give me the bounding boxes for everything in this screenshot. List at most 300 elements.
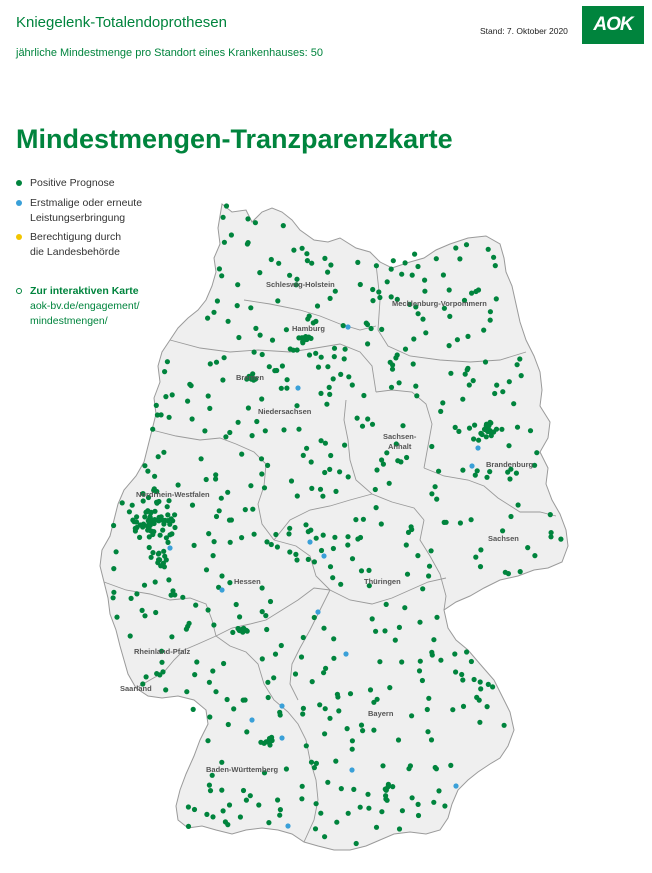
hospital-dot bbox=[241, 698, 246, 703]
hospital-dot bbox=[307, 539, 312, 544]
hospital-dot bbox=[246, 240, 251, 245]
hospital-dot bbox=[457, 256, 462, 261]
hospital-dot bbox=[267, 742, 272, 747]
hospital-dot bbox=[252, 532, 257, 537]
hospital-dot bbox=[337, 469, 342, 474]
hospital-dot bbox=[165, 512, 170, 517]
hospital-dot bbox=[240, 630, 245, 635]
hospital-dot bbox=[388, 360, 393, 365]
hospital-dot bbox=[301, 635, 306, 640]
hospital-dot bbox=[269, 735, 274, 740]
hospital-dot bbox=[191, 707, 196, 712]
hospital-dot bbox=[460, 397, 465, 402]
hospital-dot bbox=[147, 534, 152, 539]
hospital-dot bbox=[412, 252, 417, 257]
hospital-dot bbox=[447, 343, 452, 348]
hospital-dot bbox=[220, 377, 225, 382]
hospital-dot bbox=[279, 735, 284, 740]
hospital-dot bbox=[205, 738, 210, 743]
hospital-dot bbox=[322, 256, 327, 261]
hospital-dot bbox=[152, 474, 157, 479]
hospital-dot bbox=[287, 273, 292, 278]
hospital-dot bbox=[434, 766, 439, 771]
hospital-dot bbox=[361, 517, 366, 522]
hospital-dot bbox=[346, 474, 351, 479]
hospital-dot bbox=[373, 487, 378, 492]
hospital-dot bbox=[287, 526, 292, 531]
hospital-dot bbox=[176, 482, 181, 487]
hospital-dot bbox=[312, 615, 317, 620]
hospital-dot bbox=[279, 386, 284, 391]
hospital-dot bbox=[244, 798, 249, 803]
hospital-dot bbox=[399, 659, 404, 664]
hospital-dot bbox=[315, 303, 320, 308]
hospital-dot bbox=[427, 564, 432, 569]
label-nordrhein-westfalen: Nordrhein-Westfalen bbox=[136, 490, 210, 499]
hospital-dot bbox=[277, 813, 282, 818]
hospital-dot bbox=[440, 400, 445, 405]
hospital-dot bbox=[159, 412, 164, 417]
hospital-dot bbox=[225, 490, 230, 495]
hospital-dot bbox=[114, 615, 119, 620]
hospital-dot bbox=[383, 793, 388, 798]
hospital-dot bbox=[376, 289, 381, 294]
hospital-dot bbox=[248, 483, 253, 488]
hospital-dot bbox=[456, 429, 461, 434]
hospital-dot bbox=[420, 317, 425, 322]
hospital-dot bbox=[416, 813, 421, 818]
hospital-dot bbox=[426, 696, 431, 701]
hospital-dot bbox=[335, 694, 340, 699]
hospital-dot bbox=[150, 550, 155, 555]
hospital-dot bbox=[322, 470, 327, 475]
legend-label: Erstmalige oder erneute bbox=[30, 197, 143, 209]
hospital-dot bbox=[184, 689, 189, 694]
hospital-dot bbox=[134, 591, 139, 596]
hospital-dot bbox=[400, 808, 405, 813]
hospital-dot bbox=[473, 473, 478, 478]
hospital-dot bbox=[387, 685, 392, 690]
hospital-dot bbox=[488, 420, 493, 425]
hospital-dot bbox=[471, 378, 476, 383]
hospital-dot bbox=[227, 430, 232, 435]
hospital-dot bbox=[459, 672, 464, 677]
hospital-dot bbox=[414, 393, 419, 398]
hospital-dot bbox=[248, 305, 253, 310]
hospital-dot bbox=[236, 420, 241, 425]
hospital-dot bbox=[465, 334, 470, 339]
hospital-dot bbox=[319, 548, 324, 553]
hospital-dot bbox=[458, 520, 463, 525]
hospital-dot bbox=[490, 684, 495, 689]
hospital-dot bbox=[172, 525, 177, 530]
hospital-dot bbox=[224, 203, 229, 208]
hospital-dot bbox=[327, 716, 332, 721]
hospital-dot bbox=[360, 728, 365, 733]
hospital-dot bbox=[231, 706, 236, 711]
hospital-dot bbox=[492, 391, 497, 396]
hospital-dot bbox=[406, 766, 411, 771]
hospital-dot bbox=[361, 393, 366, 398]
hospital-dot bbox=[368, 687, 373, 692]
hospital-dot bbox=[252, 350, 257, 355]
hospital-dot bbox=[156, 551, 161, 556]
hospital-dot bbox=[441, 272, 446, 277]
label-bayern: Bayern bbox=[368, 709, 394, 718]
hospital-dot bbox=[226, 722, 231, 727]
hospital-dot bbox=[225, 822, 230, 827]
hospital-dot bbox=[429, 737, 434, 742]
hospital-dot bbox=[266, 820, 271, 825]
hospital-dot bbox=[314, 801, 319, 806]
hospital-dot bbox=[346, 811, 351, 816]
link-title[interactable]: Zur interaktiven Karte bbox=[30, 285, 139, 297]
hospital-dot bbox=[477, 720, 482, 725]
hospital-dot bbox=[270, 338, 275, 343]
hospital-dot bbox=[234, 602, 239, 607]
hospital-dot bbox=[321, 626, 326, 631]
hospital-dot bbox=[194, 659, 199, 664]
hospital-dot bbox=[111, 590, 116, 595]
hospital-dot bbox=[325, 270, 330, 275]
hospital-dot bbox=[467, 382, 472, 387]
hospital-dot bbox=[506, 571, 511, 576]
hospital-dot bbox=[162, 369, 167, 374]
link-url-line1[interactable]: aok-bv.de/engagement/ bbox=[30, 300, 140, 312]
hospital-dot bbox=[148, 516, 153, 521]
hospital-dot bbox=[249, 717, 254, 722]
hospital-dot bbox=[488, 318, 493, 323]
hospital-dot bbox=[350, 747, 355, 752]
hospital-dot bbox=[464, 242, 469, 247]
hospital-dot bbox=[245, 216, 250, 221]
hospital-dot bbox=[380, 763, 385, 768]
hospital-dot bbox=[120, 500, 125, 505]
hospital-dot bbox=[254, 419, 259, 424]
hospital-dot bbox=[434, 497, 439, 502]
hospital-dot bbox=[507, 476, 512, 481]
hospital-dot bbox=[142, 463, 147, 468]
hospital-dot bbox=[217, 266, 222, 271]
page-title: Kniegelenk-Totalendoprothesen bbox=[16, 14, 227, 31]
hospital-dot bbox=[285, 823, 290, 828]
hospital-dot bbox=[453, 669, 458, 674]
aok-logo: AOK bbox=[582, 6, 644, 44]
hospital-dot bbox=[442, 803, 447, 808]
hospital-dot bbox=[469, 659, 474, 664]
hospital-dot bbox=[330, 575, 335, 580]
hospital-dot bbox=[309, 459, 314, 464]
hospital-dot bbox=[163, 687, 168, 692]
hospital-dot bbox=[253, 220, 258, 225]
hospital-dot bbox=[248, 793, 253, 798]
hospital-dot bbox=[515, 425, 520, 430]
hospital-dot bbox=[488, 309, 493, 314]
hospital-dot bbox=[447, 287, 452, 292]
hospital-dot bbox=[359, 723, 364, 728]
hospital-dot bbox=[525, 545, 530, 550]
hospital-dot bbox=[463, 372, 468, 377]
hospital-dot bbox=[341, 323, 346, 328]
hospital-dot bbox=[211, 310, 216, 315]
hospital-dot bbox=[313, 826, 318, 831]
hospital-dot bbox=[167, 415, 172, 420]
hospital-dot bbox=[400, 423, 405, 428]
hospital-dot bbox=[333, 289, 338, 294]
hospital-dot bbox=[500, 528, 505, 533]
hospital-dot bbox=[258, 333, 263, 338]
hospital-dot bbox=[167, 532, 172, 537]
hospital-dot bbox=[303, 522, 308, 527]
hospital-dot bbox=[269, 257, 274, 262]
hospital-dot bbox=[304, 743, 309, 748]
hospital-dot bbox=[334, 820, 339, 825]
hospital-dot bbox=[390, 367, 395, 372]
hospital-dot bbox=[206, 607, 211, 612]
hospital-dot bbox=[180, 595, 185, 600]
hospital-dot bbox=[416, 311, 421, 316]
hospital-dot bbox=[516, 502, 521, 507]
hospital-dot bbox=[478, 547, 483, 552]
hospital-dot bbox=[398, 459, 403, 464]
hospital-dot bbox=[354, 841, 359, 846]
hospital-dot bbox=[469, 517, 474, 522]
hospital-dot bbox=[452, 651, 457, 656]
hospital-dot bbox=[515, 362, 520, 367]
hospital-dot bbox=[382, 628, 387, 633]
hospital-dot bbox=[385, 279, 390, 284]
hospital-dot bbox=[141, 498, 146, 503]
hospital-dot bbox=[455, 337, 460, 342]
hospital-dot bbox=[130, 503, 135, 508]
hospital-dot bbox=[342, 356, 347, 361]
label-mecklenburg-vorpommern: Mecklenburg-Vorpommern bbox=[392, 299, 487, 308]
hospital-dot bbox=[483, 359, 488, 364]
hospital-dot bbox=[313, 351, 318, 356]
link-url-line2[interactable]: mindestmengen/ bbox=[30, 315, 108, 327]
hospital-dot bbox=[275, 797, 280, 802]
hospital-dot bbox=[473, 555, 478, 560]
hospital-dot bbox=[348, 691, 353, 696]
hospital-dot bbox=[476, 438, 481, 443]
hospital-dot bbox=[331, 546, 336, 551]
hospital-dot bbox=[370, 422, 375, 427]
hospital-dot bbox=[370, 287, 375, 292]
hospital-dot bbox=[142, 514, 147, 519]
hospital-dot bbox=[485, 704, 490, 709]
hospital-dot bbox=[328, 296, 333, 301]
hospital-dot bbox=[345, 726, 350, 731]
hospital-dot bbox=[147, 545, 152, 550]
hospital-dot bbox=[331, 636, 336, 641]
hospital-dot bbox=[185, 399, 190, 404]
hospital-dot bbox=[349, 767, 354, 772]
hospital-dot bbox=[318, 391, 323, 396]
hospital-dot bbox=[331, 376, 336, 381]
hospital-dot bbox=[274, 368, 279, 373]
legend-label: Berechtigung durch bbox=[30, 231, 122, 243]
hospital-dot bbox=[478, 564, 483, 569]
label-thueringen: Thüringen bbox=[364, 577, 401, 586]
hospital-dot bbox=[327, 392, 332, 397]
hospital-dot bbox=[304, 446, 309, 451]
hospital-dot bbox=[172, 512, 177, 517]
hospital-dot bbox=[315, 609, 320, 614]
hospital-dot bbox=[169, 634, 174, 639]
hospital-dot bbox=[481, 328, 486, 333]
hospital-dot bbox=[450, 707, 455, 712]
hospital-dot bbox=[374, 505, 379, 510]
hospital-dot bbox=[317, 702, 322, 707]
hospital-dot bbox=[276, 261, 281, 266]
hospital-dot bbox=[221, 215, 226, 220]
hospital-dot bbox=[295, 385, 300, 390]
hospital-dot bbox=[294, 557, 299, 562]
hospital-dot bbox=[154, 501, 159, 506]
hospital-dot bbox=[190, 416, 195, 421]
hospital-dot bbox=[300, 784, 305, 789]
hospital-dot bbox=[484, 475, 489, 480]
hospital-dot bbox=[411, 361, 416, 366]
hospital-dot bbox=[192, 543, 197, 548]
hospital-dot bbox=[494, 383, 499, 388]
hospital-dot bbox=[379, 521, 384, 526]
hospital-dot bbox=[219, 587, 224, 592]
hospital-dot bbox=[207, 714, 212, 719]
hospital-dot bbox=[277, 710, 282, 715]
hospital-dot bbox=[128, 633, 133, 638]
hospital-dot bbox=[211, 622, 216, 627]
hospital-dot bbox=[256, 802, 261, 807]
hospital-dot bbox=[517, 356, 522, 361]
hospital-dot bbox=[157, 557, 162, 562]
hospital-dot bbox=[532, 553, 537, 558]
hospital-dot bbox=[186, 824, 191, 829]
label-rheinland-pfalz: Rheinland-Pfalz bbox=[134, 647, 191, 656]
hospital-dot bbox=[447, 314, 452, 319]
hospital-dot bbox=[192, 672, 197, 677]
hospital-dot bbox=[226, 319, 231, 324]
hospital-dot bbox=[273, 532, 278, 537]
hospital-dot bbox=[284, 386, 289, 391]
hospital-dot bbox=[215, 298, 220, 303]
hospital-dot bbox=[149, 555, 154, 560]
hospital-dot bbox=[332, 535, 337, 540]
hospital-dot bbox=[389, 385, 394, 390]
hospital-dot bbox=[156, 454, 161, 459]
hospital-dot bbox=[507, 379, 512, 384]
label-niedersachsen: Niedersachsen bbox=[258, 407, 312, 416]
hospital-dot bbox=[410, 273, 415, 278]
hospital-dot bbox=[486, 247, 491, 252]
hospital-dot bbox=[422, 278, 427, 283]
hospital-dot bbox=[351, 787, 356, 792]
hospital-dot bbox=[355, 260, 360, 265]
hospital-dot bbox=[467, 426, 472, 431]
hospital-dot bbox=[170, 392, 175, 397]
hospital-dot bbox=[263, 428, 268, 433]
hospital-dot bbox=[461, 704, 466, 709]
hospital-dot bbox=[213, 689, 218, 694]
hospital-dot bbox=[444, 520, 449, 525]
hospital-dot bbox=[404, 542, 409, 547]
hospital-dot bbox=[343, 651, 348, 656]
hospital-dot bbox=[161, 450, 166, 455]
hospital-dot bbox=[409, 527, 414, 532]
hospital-dot bbox=[365, 416, 370, 421]
hospital-dot bbox=[410, 795, 415, 800]
hospital-dot bbox=[210, 814, 215, 819]
label-schleswig-holstein: Schleswig-Holstein bbox=[266, 280, 335, 289]
hospital-dot bbox=[129, 596, 134, 601]
hospital-dot bbox=[219, 273, 224, 278]
hospital-dot bbox=[158, 533, 163, 538]
hospital-dot bbox=[465, 366, 470, 371]
hospital-dot bbox=[397, 380, 402, 385]
label-sachsen-anhalt-1: Sachsen- bbox=[383, 432, 417, 441]
hospital-dot bbox=[506, 443, 511, 448]
hospital-dot bbox=[111, 595, 116, 600]
hospital-dot bbox=[204, 812, 209, 817]
hospital-dot bbox=[223, 434, 228, 439]
label-baden-wuerttemberg: Baden-Württemberg bbox=[206, 765, 279, 774]
hospital-dot bbox=[328, 453, 333, 458]
hospital-dot bbox=[397, 625, 402, 630]
hospital-dot bbox=[289, 478, 294, 483]
hospital-dot bbox=[426, 573, 431, 578]
hospital-dot bbox=[395, 352, 400, 357]
map-headline: Mindestmengen-Tranzparenzkarte bbox=[16, 124, 453, 154]
hospital-dot bbox=[281, 427, 286, 432]
hospital-dot bbox=[448, 763, 453, 768]
hospital-dot bbox=[222, 355, 227, 360]
hospital-dot bbox=[350, 556, 355, 561]
hospital-dot bbox=[332, 354, 337, 359]
hospital-dot bbox=[375, 697, 380, 702]
hospital-dot bbox=[396, 737, 401, 742]
hospital-dot bbox=[379, 327, 384, 332]
hospital-dot bbox=[558, 537, 563, 542]
hospital-dot bbox=[518, 569, 523, 574]
hospital-dot bbox=[360, 424, 365, 429]
hospital-dot bbox=[438, 409, 443, 414]
hospital-dot bbox=[287, 549, 292, 554]
hospital-dot bbox=[212, 539, 217, 544]
legend-label: Positive Prognose bbox=[30, 177, 115, 189]
hospital-dot bbox=[345, 324, 350, 329]
hospital-dot bbox=[365, 322, 370, 327]
hospital-dot bbox=[471, 436, 476, 441]
hospital-dot bbox=[205, 316, 210, 321]
hospital-dot bbox=[327, 385, 332, 390]
hospital-dot bbox=[460, 677, 465, 682]
hospital-dot bbox=[494, 427, 499, 432]
hospital-dot bbox=[213, 476, 218, 481]
hospital-dot bbox=[387, 481, 392, 486]
hospital-dot bbox=[269, 542, 274, 547]
hospital-dot bbox=[246, 405, 251, 410]
hospital-dot bbox=[275, 544, 280, 549]
hospital-dot bbox=[214, 514, 219, 519]
hospital-dot bbox=[153, 579, 158, 584]
hospital-dot bbox=[327, 467, 332, 472]
hospital-dot bbox=[145, 469, 150, 474]
hospital-dot bbox=[417, 620, 422, 625]
hospital-dot bbox=[494, 296, 499, 301]
legend-label-line2: die Landesbehörde bbox=[30, 246, 120, 258]
hospital-dot bbox=[502, 723, 507, 728]
hospital-dot bbox=[281, 223, 286, 228]
